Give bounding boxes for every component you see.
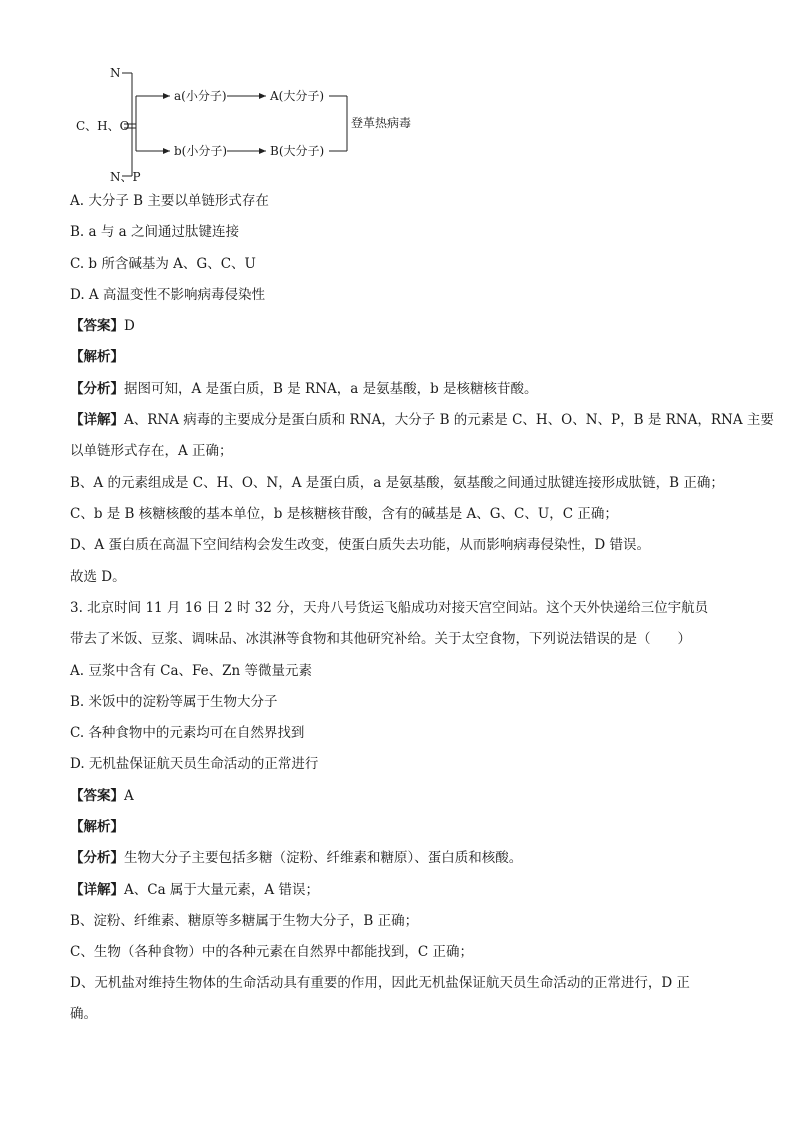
fenxi-tag: 【分析】: [70, 381, 124, 397]
q2-option-c: C. b 所含碱基为 A、G、C、U: [70, 256, 256, 272]
q3-stem-1: 3. 北京时间 11 月 16 日 2 时 32 分，天舟八号货运飞船成功对接天宫空间站。这个天外快递给三位宇航员: [70, 600, 709, 616]
answer-tag: 【答案】: [70, 788, 124, 804]
q2-detail-2: B、A 的元素组成是 C、H、O、N，A 是蛋白质，a 是氨基酸，氨基酸之间通过肽键连接形成肽链，B 正确；: [70, 475, 724, 491]
q2-option-a: A. 大分子 B 主要以单链形式存在: [70, 193, 269, 209]
answer-value: A: [124, 788, 134, 804]
detail-tag: 【详解】: [70, 412, 124, 428]
q3-answer: [70, 786, 134, 806]
detail-text: A、Ca 属于大量元素，A 错误；: [124, 882, 319, 898]
q2-analysis-heading: [70, 347, 124, 367]
fenxi-text: 生物大分子主要包括多糖（淀粉、纤维素和糖原）、蛋白质和核酸。: [124, 850, 523, 866]
q3-detail-2: B、淀粉、纤维素、糖原等多糖属于生物大分子，B 正确；: [70, 913, 419, 929]
q3-detail-1: [70, 880, 319, 900]
element-diagram: [70, 58, 430, 188]
analysis-tag: 【解析】: [70, 819, 124, 835]
q2-detail-3: C、b 是 B 核糖核酸的基本单位，b 是核糖核苷酸，含有的碱基是 A、G、C、U，C 正确；: [70, 506, 618, 522]
detail-text: A、RNA 病毒的主要成分是蛋白质和 RNA，大分子 B 的元素是 C、H、O、N、P，B 是 RNA，RNA 主要: [124, 412, 774, 428]
answer-tag: 【答案】: [70, 318, 124, 334]
element-np-label: N、P: [110, 170, 141, 184]
dengue-virus-label: 登革热病毒: [351, 116, 412, 130]
fenxi-text: 据图可知，A 是蛋白质，B 是 RNA，a 是氨基酸，b 是核糖核苷酸。: [124, 381, 538, 397]
q2-detail-1: [70, 410, 774, 430]
small-molecule-b-label: b(小分子): [174, 144, 228, 158]
q2-conclusion: 故选 D。: [70, 569, 126, 585]
q2-fenxi: [70, 379, 538, 399]
element-n-label: N: [110, 66, 121, 80]
q3-analysis-heading: [70, 817, 124, 837]
q3-fenxi: [70, 848, 522, 868]
q2-answer: [70, 316, 135, 336]
q3-stem-2: 带去了米饭、豆浆、调味品、冰淇淋等食物和其他研究补给。关于太空食物，下列说法错误的是（ ）: [70, 631, 691, 647]
q2-option-b: B. a 与 a 之间通过肽键连接: [70, 224, 239, 240]
element-cho-label: C、H、O: [76, 119, 130, 133]
macromolecule-a-label: A(大分子): [270, 89, 325, 103]
detail-tag: 【详解】: [70, 882, 124, 898]
macromolecule-b-label: B(大分子): [270, 144, 325, 158]
answer-value: D: [124, 318, 135, 334]
q3-option-d: D. 无机盐保证航天员生命活动的正常进行: [70, 756, 319, 772]
q3-detail-4b: 确。: [70, 1006, 97, 1022]
q2-detail-4: D、A 蛋白质在高温下空间结构会发生改变，使蛋白质失去功能，从而影响病毒侵染性，D 错误。: [70, 537, 650, 553]
small-molecule-a-label: a(小分子): [174, 89, 227, 103]
q3-option-a: A. 豆浆中含有 Ca、Fe、Zn 等微量元素: [70, 663, 312, 679]
q2-detail-1b: 以单链形式存在，A 正确；: [70, 443, 233, 459]
analysis-tag: 【解析】: [70, 349, 124, 365]
fenxi-tag: 【分析】: [70, 850, 124, 866]
q3-detail-3: C、生物（各种食物）中的各种元素在自然界中都能找到，C 正确；: [70, 944, 473, 960]
q3-option-b: B. 米饭中的淀粉等属于生物大分子: [70, 694, 278, 710]
q2-option-d: D. A 高温变性不影响病毒侵染性: [70, 287, 265, 303]
q3-option-c: C. 各种食物中的元素均可在自然界找到: [70, 725, 305, 741]
q3-detail-4: D、无机盐对维持生物体的生命活动具有重要的作用，因此无机盐保证航天员生命活动的正常进行，D 正: [70, 975, 690, 991]
